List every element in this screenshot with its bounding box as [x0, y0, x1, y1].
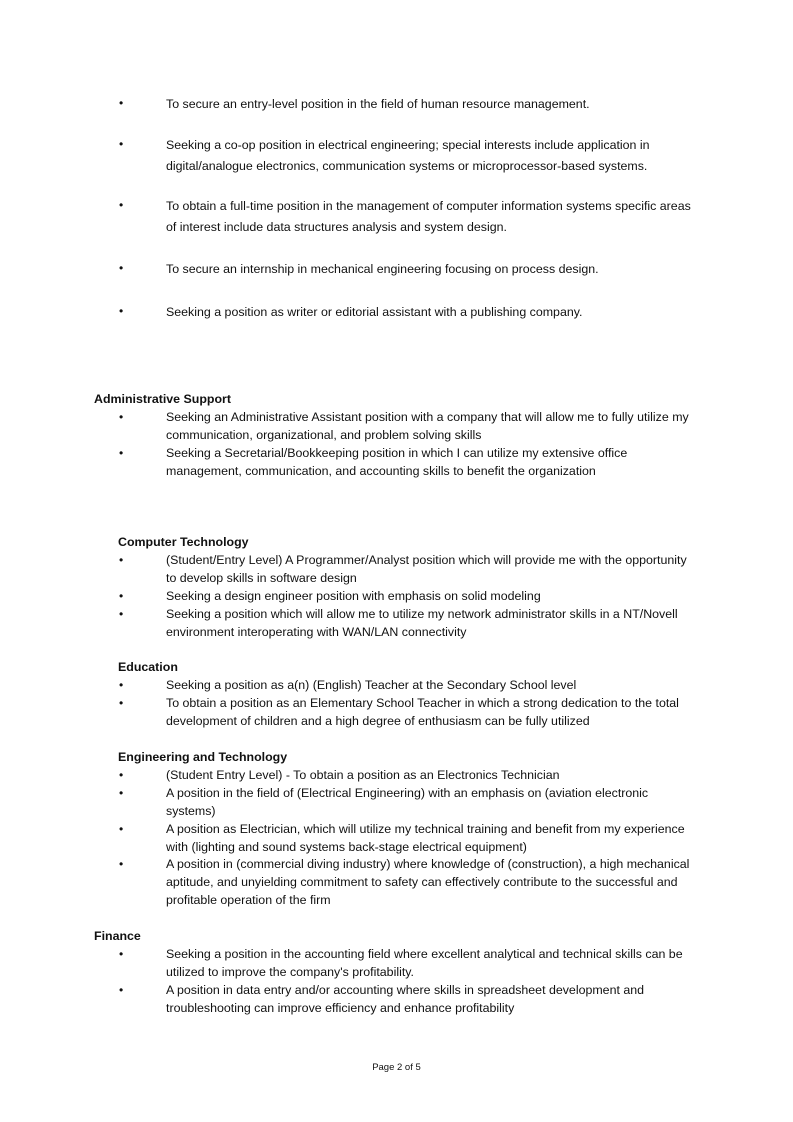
list-item-text: Seeking an Administrative Assistant position with a company that will allow me to fully utilize my communication, organizational, and problem solving skills	[166, 410, 689, 442]
list-item	[119, 605, 696, 641]
list-item	[119, 855, 696, 909]
list-item	[119, 551, 696, 587]
list-item-text: A position in data entry and/or accounting where skills in spreadsheet development and troubleshooting can improve efficiency and enhance profitability	[166, 983, 645, 1015]
list-item	[119, 676, 696, 694]
section-heading-finance: Finance	[94, 929, 141, 943]
bullet-icon: •	[119, 446, 124, 460]
section-heading-education: Education	[118, 660, 178, 674]
list-item-text: Seeking a position in the accounting field where excellent analytical and technical skills can be utilized to improve the company's profitability.	[166, 947, 683, 979]
bullet-icon: •	[119, 96, 124, 110]
list-item-text: Seeking a position which will allow me to utilize my network administrator skills in a NT/Novell environment interoperating with WAN/LAN connectivity	[166, 607, 678, 639]
objective-text: To secure an entry-level position in the field of human resource management.	[166, 97, 590, 111]
list-item-text: A position as Electrician, which will utilize my technical training and benefit from my experience with (lighting and sound systems back-stage electrical equipment)	[166, 822, 685, 854]
objective-text: To obtain a full-time position in the management of computer information systems specific areas of interest include data structures analysis and system design.	[166, 199, 691, 234]
bullet-icon: •	[119, 410, 124, 424]
page-number-footer: Page 2 of 5	[372, 1062, 421, 1073]
list-item	[119, 981, 696, 1017]
section-heading-computer-technology: Computer Technology	[118, 535, 249, 549]
objective-item	[119, 302, 696, 323]
bullet-icon: •	[119, 589, 124, 603]
bullet-icon: •	[119, 786, 124, 800]
list-item-text: A position in the field of (Electrical Engineering) with an emphasis on (aviation electronic systems)	[166, 786, 649, 818]
list-item-text: Seeking a position as a(n) (English) Teacher at the Secondary School level	[166, 678, 577, 692]
bullet-icon: •	[119, 983, 124, 997]
bullet-icon: •	[119, 607, 124, 621]
objective-text: To secure an internship in mechanical engineering focusing on process design.	[166, 262, 599, 276]
list-item	[119, 408, 696, 444]
list-item	[119, 766, 696, 784]
bullet-icon: •	[119, 553, 124, 567]
objective-text: Seeking a position as writer or editorial assistant with a publishing company.	[166, 305, 583, 319]
list-item	[119, 587, 696, 605]
objective-text: Seeking a co-op position in electrical engineering; special interests include application in digital/analogue electronics, communication systems or microprocessor-based systems.	[166, 138, 650, 173]
section-heading-engineering-and-technology: Engineering and Technology	[118, 750, 288, 764]
bullet-icon: •	[119, 768, 124, 782]
list-item	[119, 444, 696, 480]
bullet-icon: •	[119, 198, 124, 212]
bullet-icon: •	[119, 304, 124, 318]
bullet-icon: •	[119, 857, 124, 871]
bullet-icon: •	[119, 947, 124, 961]
list-item	[119, 945, 696, 981]
bullet-icon: •	[119, 137, 124, 151]
section-heading-administrative-support: Administrative Support	[94, 392, 231, 406]
objective-item	[119, 259, 696, 280]
objective-item	[119, 94, 696, 115]
list-item-text: (Student Entry Level) - To obtain a position as an Electronics Technician	[166, 768, 560, 782]
list-item	[119, 820, 696, 856]
list-item-text: Seeking a design engineer position with emphasis on solid modeling	[166, 589, 541, 603]
bullet-icon: •	[119, 261, 124, 275]
bullet-icon: •	[119, 696, 124, 710]
bullet-icon: •	[119, 678, 124, 692]
list-item	[119, 694, 696, 730]
objective-item	[119, 135, 696, 177]
list-item-text: (Student/Entry Level) A Programmer/Analyst position which will provide me with the opportunity to develop skills in software design	[166, 553, 687, 585]
list-item-text: Seeking a Secretarial/Bookkeeping position in which I can utilize my extensive office management, communication, and accounting skills to benefit the organization	[166, 446, 628, 478]
objective-item	[119, 196, 696, 238]
bullet-icon: •	[119, 822, 124, 836]
list-item-text: To obtain a position as an Elementary School Teacher in which a strong dedication to the total development of children and a high degree of enthusiasm can be fully utilized	[166, 696, 679, 728]
list-item-text: A position in (commercial diving industry) where knowledge of (construction), a high mechanical aptitude, and unyielding commitment to safety can effectively contribute to the successful and profitable operation of the firm	[166, 857, 690, 907]
list-item	[119, 784, 696, 820]
